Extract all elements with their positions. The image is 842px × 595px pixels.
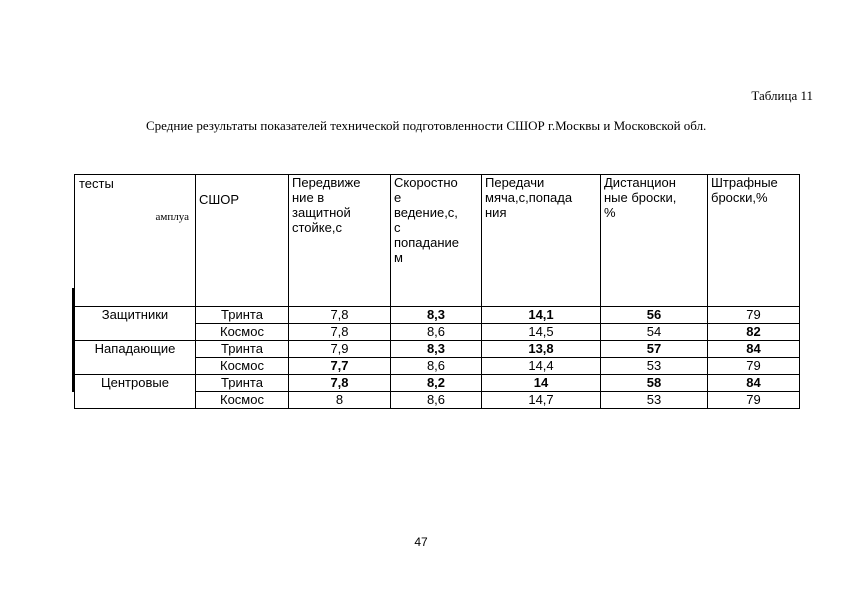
table-caption: Средние результаты показателей технической подготовленности СШОР г.Москвы и Московской обл.: [146, 118, 707, 133]
dribbling-cell: 8,6: [391, 324, 482, 341]
movement-cell: 7,8: [289, 307, 391, 324]
dribbling-cell: 8,6: [391, 358, 482, 375]
passing-cell: 14,7: [482, 392, 601, 409]
dribbling-cell: 8,3: [391, 341, 482, 358]
free-throws-cell: 84: [708, 341, 800, 358]
table-label: Таблица 11: [751, 88, 813, 103]
school-cell: Космос: [196, 392, 289, 409]
dribbling-cell: 8,2: [391, 375, 482, 392]
distance-shots-cell: 58: [601, 375, 708, 392]
dribbling-cell: 8,3: [391, 307, 482, 324]
distance-shots-cell: 57: [601, 341, 708, 358]
distance-shots-cell: 53: [601, 392, 708, 409]
results-table: [74, 174, 800, 409]
role-cell: Центровые: [75, 375, 196, 409]
distance-shots-cell: 54: [601, 324, 708, 341]
movement-cell: 7,7: [289, 358, 391, 375]
movement-cell: 8: [289, 392, 391, 409]
role-header: амплуа: [155, 211, 189, 223]
free-throws-header: Штрафные броски,%: [708, 175, 800, 307]
movement-cell: 7,9: [289, 341, 391, 358]
left-edge-mark: [72, 288, 74, 392]
role-cell: Защитники: [75, 307, 196, 341]
tests-header: тесты: [79, 176, 114, 191]
free-throws-cell: 79: [708, 392, 800, 409]
school-cell: Тринта: [196, 341, 289, 358]
passing-cell: 13,8: [482, 341, 601, 358]
school-header: СШОР: [196, 175, 289, 307]
free-throws-cell: 79: [708, 358, 800, 375]
passing-cell: 14,5: [482, 324, 601, 341]
movement-cell: 7,8: [289, 375, 391, 392]
dribbling-header: Скоростно е ведение,с, с попадание м: [391, 175, 482, 307]
school-cell: Тринта: [196, 375, 289, 392]
dribbling-cell: 8,6: [391, 392, 482, 409]
distance-shots-cell: 56: [601, 307, 708, 324]
free-throws-cell: 79: [708, 307, 800, 324]
school-cell: Космос: [196, 324, 289, 341]
distance-shots-cell: 53: [601, 358, 708, 375]
passing-cell: 14,4: [482, 358, 601, 375]
table-row: [75, 341, 800, 358]
corner-header-cell: [75, 175, 196, 307]
table-row: [75, 307, 800, 324]
header-row: [75, 175, 800, 307]
passing-cell: 14,1: [482, 307, 601, 324]
passing-header: Передачи мяча,с,попада ния: [482, 175, 601, 307]
role-cell: Нападающие: [75, 341, 196, 375]
passing-cell: 14: [482, 375, 601, 392]
free-throws-cell: 84: [708, 375, 800, 392]
movement-cell: 7,8: [289, 324, 391, 341]
distance-shots-header: Дистанцион ные броски, %: [601, 175, 708, 307]
school-cell: Космос: [196, 358, 289, 375]
school-cell: Тринта: [196, 307, 289, 324]
free-throws-cell: 82: [708, 324, 800, 341]
page-number: 47: [414, 535, 428, 549]
table-row: [75, 375, 800, 392]
movement-header: Передвиже ние в защитной стойке,с: [289, 175, 391, 307]
